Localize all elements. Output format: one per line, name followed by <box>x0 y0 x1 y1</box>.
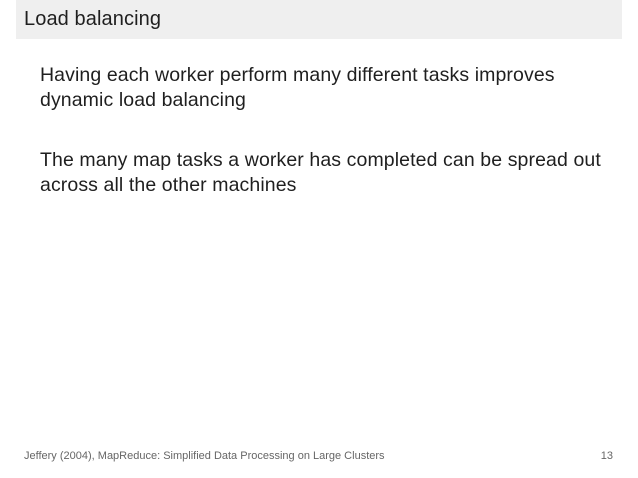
slide-title: Load balancing <box>24 8 162 30</box>
page-number: 13 <box>600 450 613 462</box>
footer-citation: Jeffery (2004), MapReduce: Simplified Data Processing on Large Clusters <box>24 450 385 462</box>
body-paragraph-1: Having each worker perform many different tasks improves dynamic load balancing <box>40 64 555 111</box>
body-paragraph-2: The many map tasks a worker has completed can be spread out across all the other machines <box>40 149 601 196</box>
